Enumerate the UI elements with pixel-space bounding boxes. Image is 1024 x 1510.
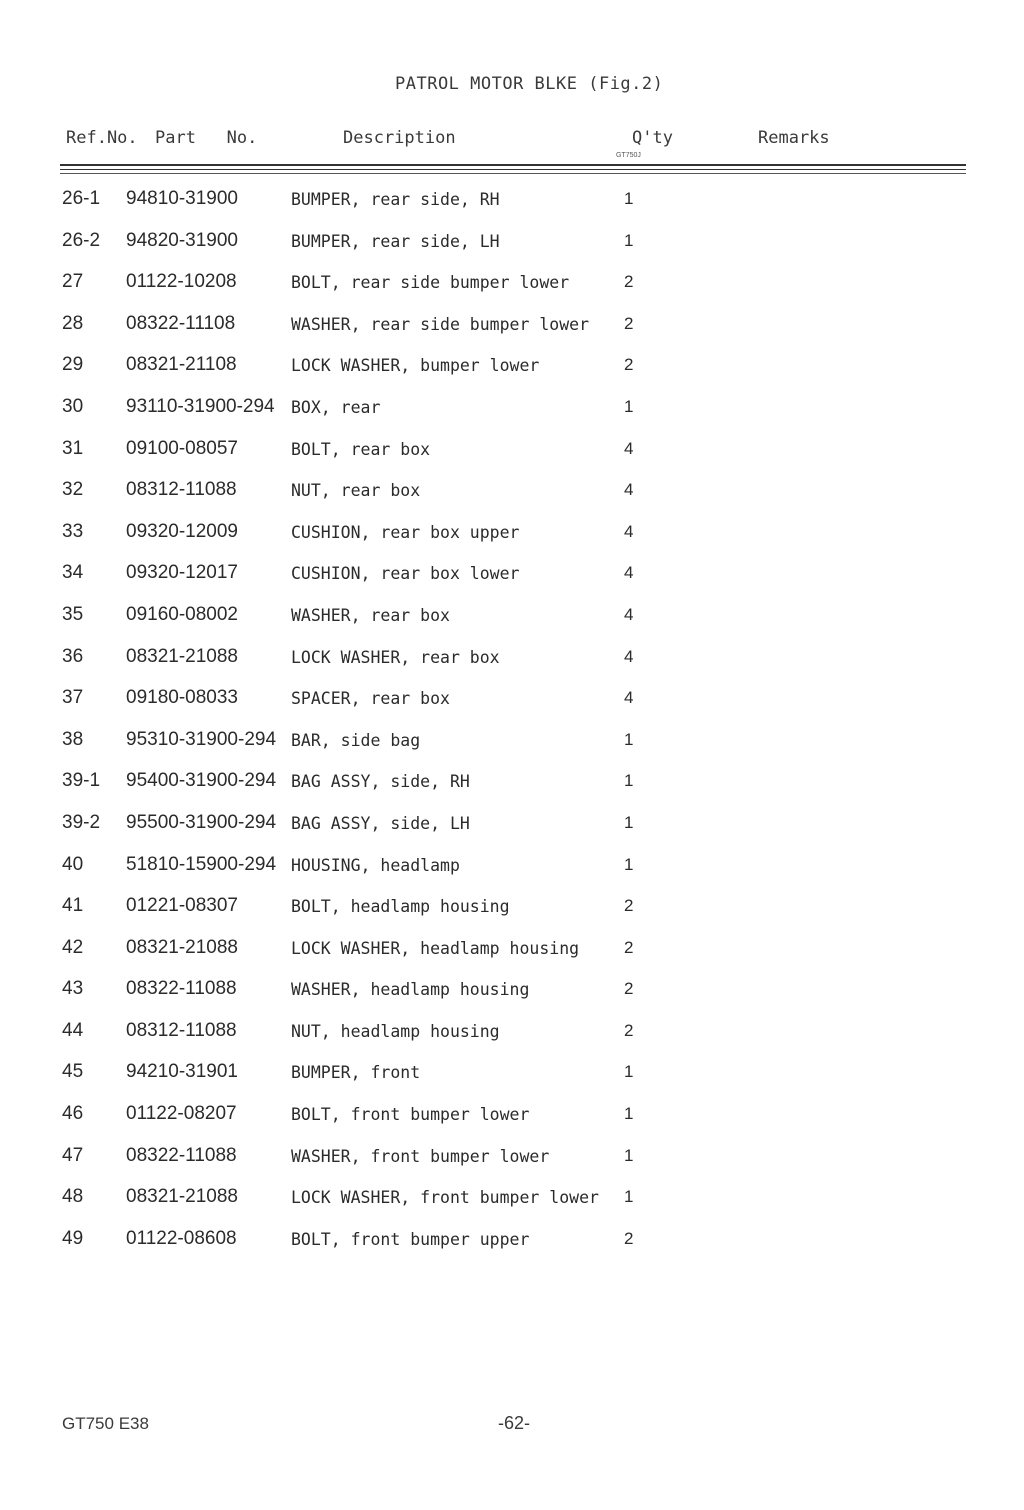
- table-row: [0, 1143, 1024, 1185]
- description-cell: BAR, side bag: [291, 730, 421, 750]
- description-cell: HOUSING, headlamp: [291, 855, 460, 875]
- description-cell: BAG ASSY, side, RH: [291, 772, 470, 792]
- description-cell: WASHER, headlamp housing: [291, 980, 530, 1000]
- header-part-no: Part No.: [155, 128, 258, 148]
- header-ref-no: Ref.No.: [66, 128, 138, 148]
- table-row: [0, 560, 1024, 602]
- description-cell: BOLT, rear side bumper lower: [291, 273, 570, 293]
- header-rule-top: [60, 164, 966, 166]
- table-row: [0, 893, 1024, 935]
- description-cell: BUMPER, rear side, LH: [291, 231, 500, 251]
- footer-page-number: -62-: [498, 1413, 531, 1433]
- page-title: PATROL MOTOR BLKE (Fig.2): [395, 74, 664, 94]
- description-cell: BAG ASSY, side, LH: [291, 813, 470, 833]
- description-cell: BOX, rear: [291, 397, 381, 417]
- ref-no-cell: 26-2: [62, 229, 101, 251]
- ref-no-cell: 43: [62, 978, 84, 1000]
- ref-no-cell: 39-1: [62, 770, 101, 792]
- part-no-cell: 09320-12009: [126, 520, 238, 542]
- ref-no-cell: 44: [62, 1019, 84, 1041]
- quantity-cell: 2: [624, 355, 634, 375]
- quantity-cell: 2: [624, 272, 634, 292]
- table-row: [0, 228, 1024, 270]
- part-no-cell: 93110-31900-294: [126, 395, 275, 417]
- description-cell: LOCK WASHER, rear box: [291, 647, 500, 667]
- ref-no-cell: 35: [62, 603, 84, 625]
- table-row: [0, 852, 1024, 894]
- header-remarks: Remarks: [758, 128, 830, 148]
- description-cell: NUT, headlamp housing: [291, 1021, 500, 1041]
- ref-no-cell: 30: [62, 395, 84, 417]
- table-row: [0, 727, 1024, 769]
- quantity-cell: 2: [624, 979, 634, 999]
- table-row: [0, 810, 1024, 852]
- table-row: [0, 519, 1024, 561]
- description-cell: BOLT, headlamp housing: [291, 897, 510, 917]
- part-no-cell: 95310-31900-294: [126, 728, 277, 750]
- table-row: [0, 602, 1024, 644]
- ref-no-cell: 37: [62, 687, 84, 709]
- table-row: [0, 311, 1024, 353]
- ref-no-cell: 34: [62, 562, 84, 584]
- description-cell: LOCK WASHER, bumper lower: [291, 356, 540, 376]
- ref-no-cell: 28: [62, 312, 84, 334]
- parts-table: [0, 186, 1024, 1267]
- quantity-cell: 4: [624, 521, 634, 541]
- quantity-cell: 1: [624, 854, 634, 874]
- part-no-cell: 09160-08002: [126, 603, 238, 625]
- ref-no-cell: 47: [62, 1144, 84, 1166]
- description-cell: LOCK WASHER, headlamp housing: [291, 938, 580, 958]
- quantity-cell: 2: [624, 937, 634, 957]
- description-cell: SPACER, rear box: [291, 689, 450, 709]
- header-rule-middle: [60, 169, 966, 170]
- part-no-cell: 08321-21088: [126, 1186, 238, 1208]
- table-row: [0, 436, 1024, 478]
- ref-no-cell: 32: [62, 479, 84, 501]
- table-row: [0, 976, 1024, 1018]
- table-row: [0, 1184, 1024, 1226]
- part-no-cell: 01122-08207: [126, 1103, 237, 1125]
- description-cell: CUSHION, rear box lower: [291, 564, 520, 584]
- quantity-cell: 4: [624, 646, 634, 666]
- description-cell: BUMPER, front: [291, 1063, 421, 1083]
- part-no-cell: 08321-21088: [126, 936, 238, 958]
- quantity-cell: 1: [624, 771, 634, 791]
- part-no-cell: 08321-21088: [126, 645, 238, 667]
- ref-no-cell: 33: [62, 520, 84, 542]
- quantity-cell: 1: [624, 1062, 634, 1082]
- description-cell: NUT, rear box: [291, 481, 421, 501]
- footer-model: GT750 E38: [62, 1414, 149, 1433]
- part-no-cell: 01122-08608: [126, 1227, 237, 1249]
- part-no-cell: 94810-31900: [126, 188, 238, 209]
- ref-no-cell: 26-1: [62, 188, 101, 209]
- table-row: [0, 186, 1024, 228]
- header-quantity-model: GT750J: [616, 152, 641, 159]
- part-no-cell: 08322-11088: [126, 1144, 237, 1166]
- table-row: [0, 269, 1024, 311]
- part-no-cell: 09180-08033: [126, 687, 238, 709]
- quantity-cell: 1: [624, 1187, 634, 1207]
- quantity-cell: 1: [624, 396, 634, 416]
- part-no-cell: 08312-11088: [126, 1019, 237, 1041]
- ref-no-cell: 42: [62, 936, 84, 958]
- description-cell: WASHER, rear box: [291, 605, 450, 625]
- description-cell: BUMPER, rear side, RH: [291, 190, 500, 209]
- ref-no-cell: 38: [62, 728, 84, 750]
- ref-no-cell: 40: [62, 853, 84, 875]
- header-rule-bottom: [60, 173, 966, 174]
- part-no-cell: 09100-08057: [126, 437, 238, 459]
- quantity-cell: 2: [624, 896, 634, 916]
- description-cell: WASHER, rear side bumper lower: [291, 314, 590, 334]
- part-no-cell: 08322-11088: [126, 978, 237, 1000]
- part-no-cell: 08312-11088: [126, 479, 237, 501]
- ref-no-cell: 46: [62, 1103, 84, 1125]
- part-no-cell: 01221-08307: [126, 895, 238, 917]
- ref-no-cell: 27: [62, 271, 84, 293]
- table-row: [0, 1018, 1024, 1060]
- header-description: Description: [343, 128, 456, 148]
- table-row: [0, 1101, 1024, 1143]
- description-cell: BOLT, front bumper lower: [291, 1105, 530, 1125]
- ref-no-cell: 41: [62, 895, 84, 917]
- quantity-cell: 1: [624, 189, 634, 208]
- header-quantity: Q'ty: [632, 128, 673, 148]
- ref-no-cell: 31: [62, 437, 84, 459]
- quantity-cell: 1: [624, 1145, 634, 1165]
- quantity-cell: 2: [624, 1020, 634, 1040]
- table-row: [0, 644, 1024, 686]
- ref-no-cell: 48: [62, 1186, 84, 1208]
- quantity-cell: 1: [624, 230, 634, 250]
- part-no-cell: 95400-31900-294: [126, 770, 277, 792]
- description-cell: BOLT, rear box: [291, 439, 431, 459]
- quantity-cell: 4: [624, 688, 634, 708]
- description-cell: WASHER, front bumper lower: [291, 1146, 550, 1166]
- quantity-cell: 1: [624, 1104, 634, 1124]
- part-no-cell: 08322-11108: [126, 312, 236, 334]
- table-row: [0, 935, 1024, 977]
- ref-no-cell: 39-2: [62, 811, 101, 833]
- part-no-cell: 95500-31900-294: [126, 811, 277, 833]
- quantity-cell: 4: [624, 563, 634, 583]
- quantity-cell: 1: [624, 729, 634, 749]
- quantity-cell: 4: [624, 604, 634, 624]
- description-cell: BOLT, front bumper upper: [291, 1229, 530, 1249]
- quantity-cell: 2: [624, 313, 634, 333]
- description-cell: CUSHION, rear box upper: [291, 522, 520, 542]
- part-no-cell: 94210-31901: [126, 1061, 238, 1083]
- table-row: [0, 1226, 1024, 1268]
- quantity-cell: 1: [624, 812, 634, 832]
- table-row: [0, 477, 1024, 519]
- ref-no-cell: 49: [62, 1227, 84, 1249]
- ref-no-cell: 36: [62, 645, 84, 667]
- table-row: [0, 394, 1024, 436]
- table-row: [0, 352, 1024, 394]
- description-cell: LOCK WASHER, front bumper lower: [291, 1188, 599, 1208]
- part-no-cell: 09320-12017: [126, 562, 238, 584]
- ref-no-cell: 29: [62, 354, 84, 376]
- table-row: [0, 1059, 1024, 1101]
- quantity-cell: 4: [624, 480, 634, 500]
- table-row: [0, 768, 1024, 810]
- table-row: [0, 685, 1024, 727]
- quantity-cell: 2: [624, 1228, 634, 1248]
- part-no-cell: 01122-10208: [126, 271, 237, 293]
- part-no-cell: 94820-31900: [126, 229, 238, 251]
- part-no-cell: 08321-21108: [126, 354, 237, 376]
- quantity-cell: 4: [624, 438, 634, 458]
- part-no-cell: 51810-15900-294: [126, 853, 277, 875]
- ref-no-cell: 45: [62, 1061, 84, 1083]
